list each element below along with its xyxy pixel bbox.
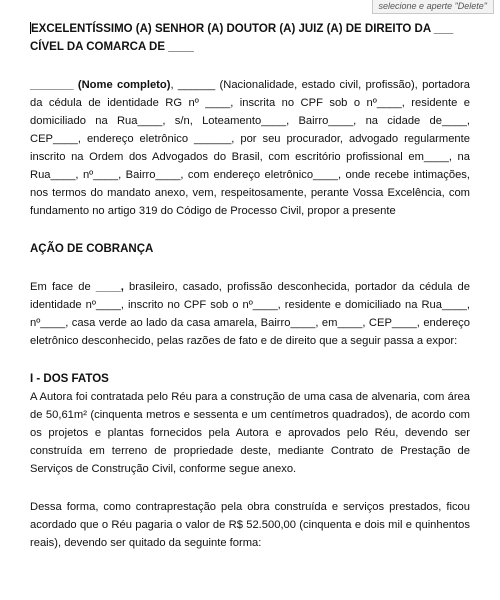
facts-paragraph-1: A Autora foi contratada pelo Réu para a construção de uma casa de alvenaria, com área de 50,61m² (cinquenta metros e sessenta e um centímetros quadrados), de acordo com os projetos e plantas fornecidos pela Autora e aprovados pelo Réu, devendo ser construída em terreno de propriedade deste, mediante Contrato de Prestação de Serviços de Construção Civil, conforme segue anexo. [30, 391, 470, 475]
facts-paragraph-2: Dessa forma, como contraprestação pela obra construída e serviços prestados, ficou acordado que o Réu pagaria o valor de R$ 52.500,00 (cinquenta e dois mil e quinhentos reais), devendo ser quitado da seguinte forma: [30, 501, 470, 549]
petition-document[interactable] [30, 20, 470, 552]
court-header [30, 20, 470, 38]
plaintiff-name-blank: _______ (Nome completo) [30, 79, 171, 91]
action-title: AÇÃO DE COBRANÇA [30, 243, 154, 255]
defendant-name-blank: ____, [95, 281, 124, 293]
plaintiff-qualification-text: , ______ (Nacionalidade, estado civil, profissão), portadora da cédula de identidade RG nº ____, inscrita no CPF sob o nº____, residente e domiciliado na Rua____, s/n, Loteamento____, Bairro____, na cidade de____, CEP____, endereço eletrônico ______, por seu procurador, advogado regularmente inscrito na Ordem dos Advogados do Brasil, com escritório profissional em____, na Rua____, nº____, Bairro____, com endereço eletrônico____, onde recebe intimações, nos termos do mandato anexo, vem, respeitosamente, perante Vossa Excelência, com fundamento no artigo 319 do Código de Processo Civil, propor a presente [30, 79, 470, 217]
defendant-qualification-text: brasileiro, casado, profissão desconhecida, portador da cédula de identidade nº____, inscrito no CPF sob o nº____, residente e domiciliado na Rua____, nº____, casa verde ao lado da casa amarela, Bairro____, em____, CEP____, endereço eletrônico desconhecido, pelas razões de fato e de direito que a seguir passa a expor: [30, 281, 470, 347]
defendant-prefix: Em face de [30, 281, 96, 293]
defendant-qualification [30, 278, 470, 350]
plaintiff-qualification [30, 76, 470, 220]
facts-section-title: I - DOS FATOS [30, 373, 109, 385]
court-header-line2: CÍVEL DA COMARCA DE ____ [30, 41, 194, 53]
court-header-line1: EXCELENTÍSSIMO (A) SENHOR (A) DOUTOR (A) JUIZ (A) DE DIREITO DA ___ [31, 23, 454, 35]
delete-hint-tooltip: selecione e aperte "Delete" [372, 0, 494, 14]
